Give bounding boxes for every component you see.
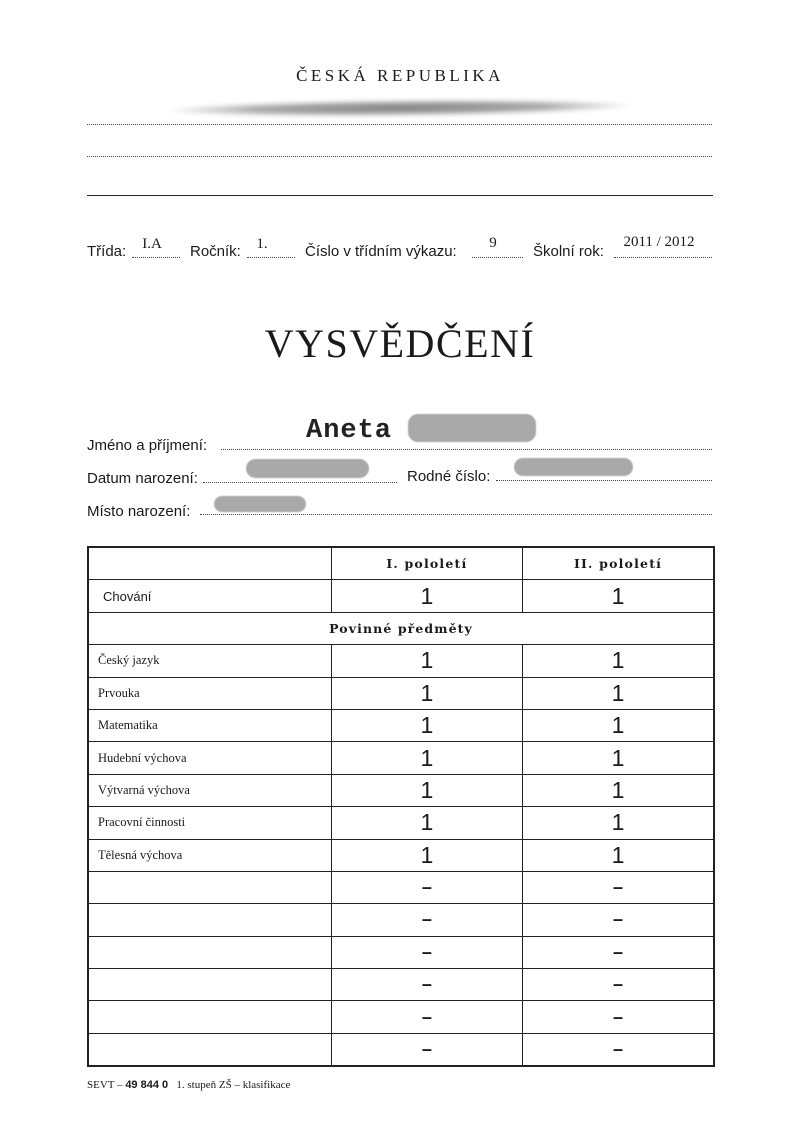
grade-sem1: – xyxy=(331,936,522,968)
school-year-value: 2011 / 2012 xyxy=(623,234,695,250)
compulsory-subjects-heading: Povinné předměty xyxy=(88,612,714,644)
redacted-birthdate xyxy=(246,459,369,478)
grade-sem1: 1 xyxy=(331,645,522,677)
table-row xyxy=(88,839,714,871)
name-dots xyxy=(221,449,712,450)
grade-sem2: – xyxy=(523,904,714,936)
header-semester-2: II. pololetí xyxy=(523,547,714,580)
school-name-line-1 xyxy=(87,124,712,125)
grade-sem2: 1 xyxy=(523,645,714,677)
grade-sem1: 1 xyxy=(331,709,522,741)
subject-name: Český jazyk xyxy=(88,645,331,677)
register-number-label: Číslo v třídním výkazu: xyxy=(305,243,457,260)
behaviour-row xyxy=(88,580,714,612)
grade-sem2: 1 xyxy=(523,839,714,871)
register-number-dots xyxy=(472,257,523,258)
footer-publisher: SEVT – xyxy=(87,1079,123,1091)
header-divider xyxy=(87,195,713,196)
birthplace-label: Místo narození: xyxy=(87,503,191,520)
school-year-dots xyxy=(614,257,712,258)
table-row xyxy=(88,742,714,774)
name-label: Jméno a příjmení: xyxy=(87,437,208,454)
table-row xyxy=(88,645,714,677)
form-footer xyxy=(87,1079,290,1091)
country-heading: ČESKÁ REPUBLIKA xyxy=(296,66,504,85)
school-name-line-2 xyxy=(87,156,712,157)
class-value: I.A xyxy=(142,236,162,252)
behaviour-label: Chování xyxy=(88,580,331,612)
birth-number-dots xyxy=(496,480,712,481)
subject-name: Matematika xyxy=(88,709,331,741)
table-header-row xyxy=(88,547,714,580)
grade-sem1: – xyxy=(331,871,522,903)
table-row xyxy=(88,774,714,806)
grade-sem1: 1 xyxy=(331,807,522,839)
section-row xyxy=(88,612,714,644)
birthplace-dots xyxy=(200,514,712,515)
grade-sem1: – xyxy=(331,969,522,1001)
grade-sem2: 1 xyxy=(523,742,714,774)
subject-name: Tělesná výchova xyxy=(88,839,331,871)
table-row xyxy=(88,1033,714,1066)
birthdate-label: Datum narození: xyxy=(87,470,198,487)
grade-sem2: – xyxy=(523,871,714,903)
table-row xyxy=(88,871,714,903)
subject-name xyxy=(88,936,331,968)
grade-sem2: – xyxy=(523,1033,714,1066)
redacted-birthplace xyxy=(214,496,306,512)
behaviour-grade-sem2: 1 xyxy=(523,580,714,612)
grade-sem2: – xyxy=(523,969,714,1001)
subject-name xyxy=(88,871,331,903)
subject-name xyxy=(88,969,331,1001)
subject-name: Prvouka xyxy=(88,677,331,709)
footer-form-code: 49 844 0 xyxy=(125,1079,169,1091)
table-row xyxy=(88,904,714,936)
subject-name: Pracovní činnosti xyxy=(88,807,331,839)
redacted-school-name xyxy=(170,98,630,119)
grade-sem1: 1 xyxy=(331,742,522,774)
grade-sem1: – xyxy=(331,1001,522,1033)
grades-table xyxy=(87,546,715,1067)
birthdate-dots xyxy=(203,482,397,483)
grade-year-dots xyxy=(247,257,295,258)
grade-sem1: 1 xyxy=(331,677,522,709)
first-name: Aneta xyxy=(306,416,393,446)
subject-name xyxy=(88,1033,331,1066)
redacted-birth-number xyxy=(514,458,633,476)
class-dots xyxy=(132,257,180,258)
birth-number-label: Rodné číslo: xyxy=(407,468,491,485)
grade-sem2: 1 xyxy=(523,774,714,806)
table-row xyxy=(88,807,714,839)
header-semester-1: I. pololetí xyxy=(331,547,522,580)
subject-name: Hudební výchova xyxy=(88,742,331,774)
table-row xyxy=(88,1001,714,1033)
grade-sem2: – xyxy=(523,1001,714,1033)
table-row xyxy=(88,677,714,709)
subject-name xyxy=(88,904,331,936)
footer-description: 1. stupeň ZŠ – klasifikace xyxy=(176,1079,291,1091)
grade-sem1: 1 xyxy=(331,839,522,871)
grade-sem2: 1 xyxy=(523,807,714,839)
table-row xyxy=(88,936,714,968)
table-row xyxy=(88,709,714,741)
document-title: VYSVĚDČENÍ xyxy=(264,321,536,366)
grade-sem2: 1 xyxy=(523,677,714,709)
grade-sem1: – xyxy=(331,1033,522,1066)
subject-name: Výtvarná výchova xyxy=(88,774,331,806)
header-empty-cell xyxy=(88,547,331,580)
grade-sem1: – xyxy=(331,904,522,936)
grade-sem2: – xyxy=(523,936,714,968)
grade-year-value: 1. xyxy=(256,236,268,252)
table-row xyxy=(88,969,714,1001)
subject-name xyxy=(88,1001,331,1033)
grade-sem1: 1 xyxy=(331,774,522,806)
grade-year-label: Ročník: xyxy=(190,243,241,260)
redacted-surname xyxy=(408,414,536,442)
behaviour-grade-sem1: 1 xyxy=(331,580,522,612)
school-year-label: Školní rok: xyxy=(533,243,604,260)
register-number-value: 9 xyxy=(489,235,497,251)
grade-sem2: 1 xyxy=(523,709,714,741)
class-label: Třída: xyxy=(87,243,127,260)
